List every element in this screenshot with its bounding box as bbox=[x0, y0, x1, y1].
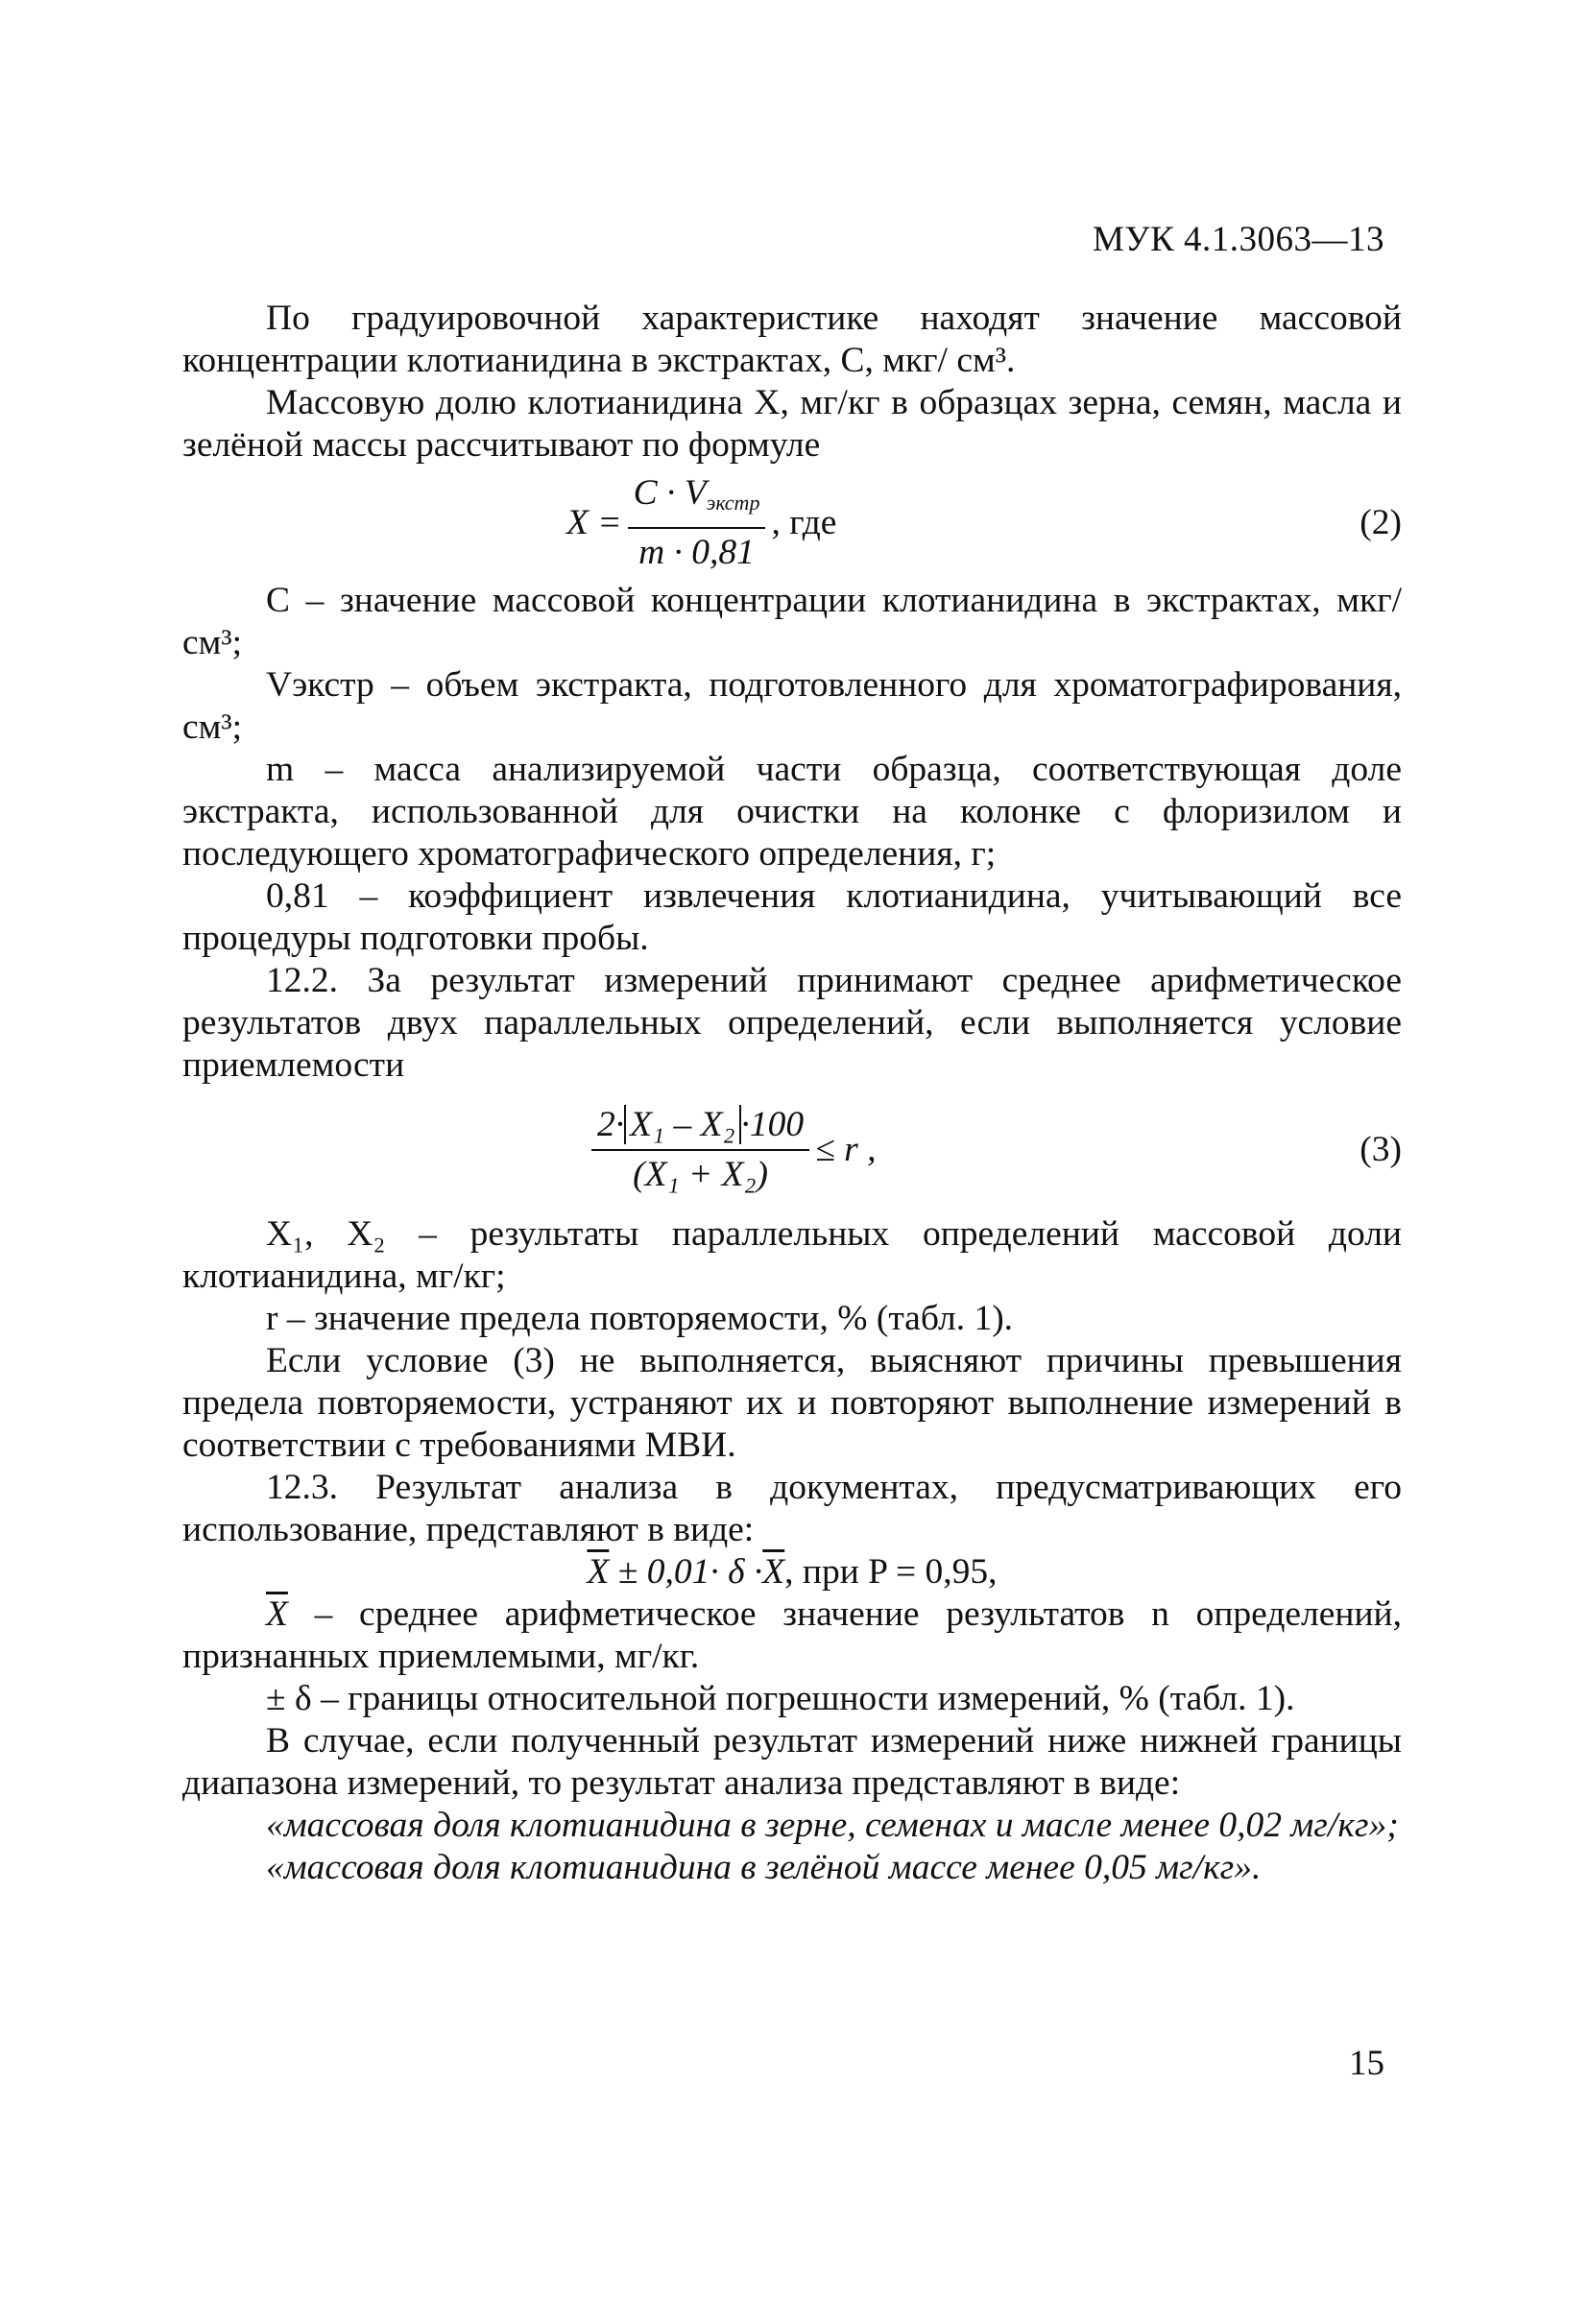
formula-2-number: (2) bbox=[1359, 503, 1402, 542]
page-number: 15 bbox=[1349, 2044, 1384, 2083]
definition-Xbar-text: – среднее арифметическое значение результатов n определений, признанных приемлемыми, мг/кг. bbox=[182, 1594, 1402, 1676]
paragraph-calibration: По градуировочной характеристике находят значение массовой концентрации клотианидина в экстрактах, C, мкг/ см³. bbox=[182, 299, 1402, 380]
definition-m: m – масса анализируемой части образца, соответствующая доле экстракта, использованной для очистки на колонке с флоризилом и последующего хроматографического определения, г; bbox=[182, 750, 1402, 874]
definition-delta: ± δ – границы относительной погрешности измерений, % (табл. 1). bbox=[266, 1679, 1295, 1718]
formula-3-fraction bbox=[591, 1104, 809, 1196]
formula-3-numerator bbox=[591, 1104, 809, 1151]
quote-green-mass: «массовая доля клотианидина в зелёной массе менее 0,05 мг/кг». bbox=[266, 1848, 1262, 1887]
formula-2 bbox=[182, 467, 1402, 580]
formula-result-tail: , при P = 0,95, bbox=[784, 1552, 998, 1592]
definition-081: 0,81 – коэффициент извлечения клотианидина, учитывающий все процедуры подготовки пробы. bbox=[182, 876, 1402, 958]
definition-V: Vэкстр – объем экстракта, подготовленного для хроматографирования, см³; bbox=[182, 665, 1402, 747]
paragraph-mass-fraction: Массовую долю клотианидина X, мг/кг в образцах зерна, семян, масла и зелёной массы рассчитывают по формуле bbox=[182, 383, 1402, 465]
formula-3-numerator-pre: 2· bbox=[597, 1105, 625, 1144]
document-code-header: МУК 4.1.3063—13 bbox=[1092, 220, 1384, 259]
formula-2-denominator: m · 0,81 bbox=[638, 533, 755, 572]
document-body bbox=[182, 298, 1402, 1889]
paragraph-case: В случае, если полученный результат измерений ниже нижней границы диапазона измерений, то результат анализа представляют в виде: bbox=[182, 1721, 1402, 1803]
formula-3-numerator-abs: X₁ – X₂ bbox=[624, 1105, 740, 1144]
paragraph-12-3: 12.3. Результат анализа в документах, предусматривающих его использование, представляют в виде: bbox=[182, 1468, 1402, 1549]
definition-Xbar bbox=[182, 1593, 1402, 1678]
formula-2-fraction bbox=[628, 472, 766, 574]
definition-C: C – значение массовой концентрации клотианидина в экстрактах, мкг/ см³; bbox=[182, 581, 1402, 662]
formula-2-tail: , где bbox=[771, 503, 837, 542]
formula-result-middle: ± 0,01· δ · bbox=[609, 1552, 763, 1592]
paragraph-if-not: Если условие (3) не выполняется, выясняют причины превышения предела повторяемости, устраняют их и повторяют выполнение измерений в соответствии с требованиями МВИ. bbox=[182, 1341, 1402, 1465]
formula-3-numerator-post: ·100 bbox=[740, 1105, 805, 1144]
formula-2-expression bbox=[566, 467, 836, 580]
formula-2-numerator bbox=[628, 472, 766, 529]
formula-3-number: (3) bbox=[1359, 1130, 1402, 1169]
definition-X1-X2: X₁, X₂ – результаты параллельных определений массовой доли клотианидина, мг/кг; bbox=[182, 1214, 1402, 1296]
formula-3 bbox=[182, 1087, 1402, 1213]
formula-3-denominator: (X₁ + X₂) bbox=[633, 1155, 769, 1194]
quote-grain: «массовая доля клотианидина в зерне, семенах и масле менее 0,02 мг/кг»; bbox=[266, 1806, 1399, 1845]
definition-r: r – значение предела повторяемости, % (табл. 1). bbox=[266, 1299, 1014, 1338]
paragraph-12-2: 12.2. За результат измерений принимают среднее арифметическое результатов двух параллельных определений, если выполняется условие приемлемости bbox=[182, 961, 1402, 1085]
formula-result bbox=[182, 1551, 1402, 1593]
formula-result-xbar-1: $\overline{X}$ bbox=[587, 1552, 610, 1592]
formula-2-numerator-main: C · V bbox=[633, 473, 707, 513]
formula-3-tail: ≤ r , bbox=[815, 1130, 877, 1169]
formula-2-lhs: X = bbox=[566, 503, 622, 542]
formula-3-expression bbox=[586, 1087, 876, 1213]
definition-Xbar-symbol: $\overline{X}$ bbox=[266, 1594, 288, 1634]
formula-2-numerator-sub: экстр bbox=[706, 491, 760, 515]
formula-result-xbar-2: $\overline{X}$ bbox=[762, 1552, 785, 1592]
